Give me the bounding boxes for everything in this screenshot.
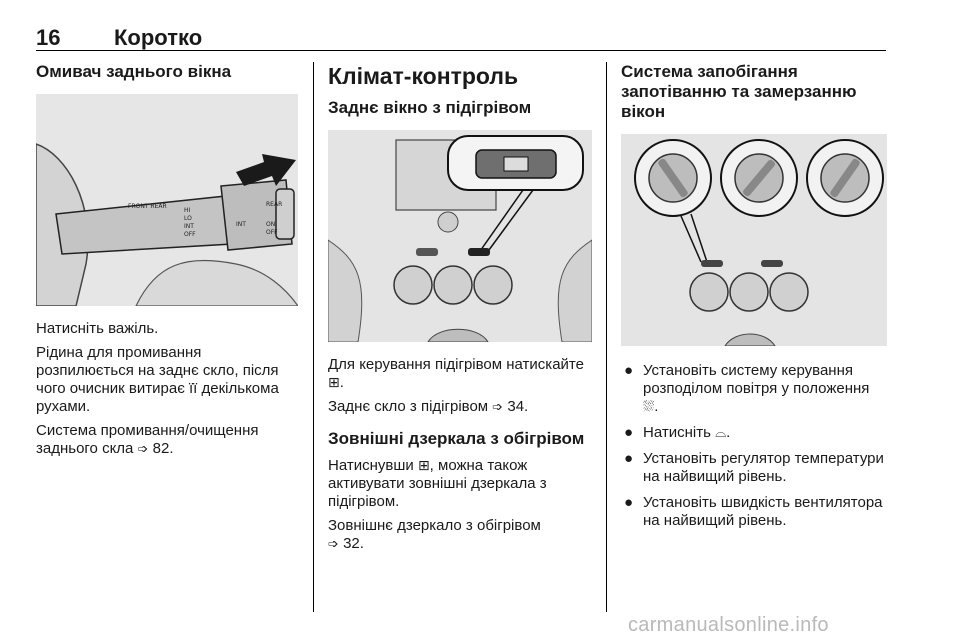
svg-text:INT: INT	[184, 223, 194, 230]
dashboard-drawing	[328, 130, 592, 342]
windscreen-airflow-icon: ⛆	[643, 399, 655, 415]
svg-text:REAR: REAR	[266, 201, 283, 208]
page-number: 16	[36, 25, 61, 50]
climate-knobs-illustration	[621, 134, 887, 346]
page-ref-arrow-icon: ➩	[492, 400, 504, 415]
list-item: ● Натисніть ⌓.	[624, 424, 731, 441]
wiper-lever-illustration	[36, 94, 298, 306]
instruction-text: Натисніть важіль.	[36, 320, 159, 337]
list-item: ● Установіть систему керування розподілом повітря у положення ⛆.	[624, 362, 870, 415]
svg-text:HI: HI	[184, 207, 191, 214]
column-divider	[606, 62, 607, 612]
cross-reference: Зовнішнє дзеркало з обігрівом ➩ 32.	[328, 517, 541, 552]
rear-defrost-icon: ⊞	[417, 458, 430, 474]
section-title: Клімат-контроль	[328, 63, 519, 89]
cross-reference: Система промивання/очищення заднього скла ➩ 82.	[36, 422, 259, 457]
column-divider	[313, 62, 314, 612]
column-demist-defrost	[621, 62, 887, 538]
section-heading: Омивач заднього вікна	[36, 62, 232, 81]
list-item: ● Установіть регулятор температури на найвищий рівень.	[624, 450, 884, 485]
front-defrost-icon: ⌓	[715, 425, 727, 441]
svg-text:OFF: OFF	[184, 231, 196, 238]
climate-knobs-drawing	[621, 134, 887, 346]
instruction-text: Для керування підігрівом натискайте ⊞.	[328, 356, 584, 391]
subsection-heading: Зовнішні дзеркала з обігрівом	[328, 429, 585, 448]
watermark: carmanualsonline.info	[628, 614, 829, 636]
description-text: Рідина для промивання розпилюється на заднє скло, після чого очисник витирає її декількома рухами.	[36, 344, 279, 415]
column-climate-control	[328, 62, 592, 554]
wiper-lever-drawing	[36, 94, 298, 306]
instruction-text: Натиснувши ⊞, можна також активувати зовнішні дзеркала з підігрівом.	[328, 457, 547, 510]
rear-defrost-icon: ⊞	[328, 375, 340, 391]
svg-text:ON: ON	[266, 221, 276, 228]
page-header	[36, 24, 886, 51]
svg-text:FRONT REAR: FRONT REAR	[128, 203, 167, 210]
dashboard-rear-defrost-illustration	[328, 130, 592, 342]
svg-text:OFF: OFF	[266, 229, 278, 236]
instruction-list	[621, 362, 887, 530]
svg-text:LO: LO	[184, 215, 192, 222]
chapter-title: Коротко	[114, 25, 203, 50]
page-ref-arrow-icon: ➩	[328, 537, 339, 552]
cross-reference: Заднє скло з підігрівом ➩ 34.	[328, 398, 529, 415]
column-rear-washer	[36, 62, 298, 459]
subsection-heading: Заднє вікно з підігрівом	[328, 98, 532, 117]
section-heading: Система запобігання запотіванню та замерзанню вікон	[621, 62, 857, 121]
page-ref-arrow-icon: ➩	[137, 442, 149, 457]
list-item: ● Установіть швидкість вентилятора на найвищий рівень.	[624, 494, 883, 529]
svg-text:INT: INT	[236, 221, 246, 228]
